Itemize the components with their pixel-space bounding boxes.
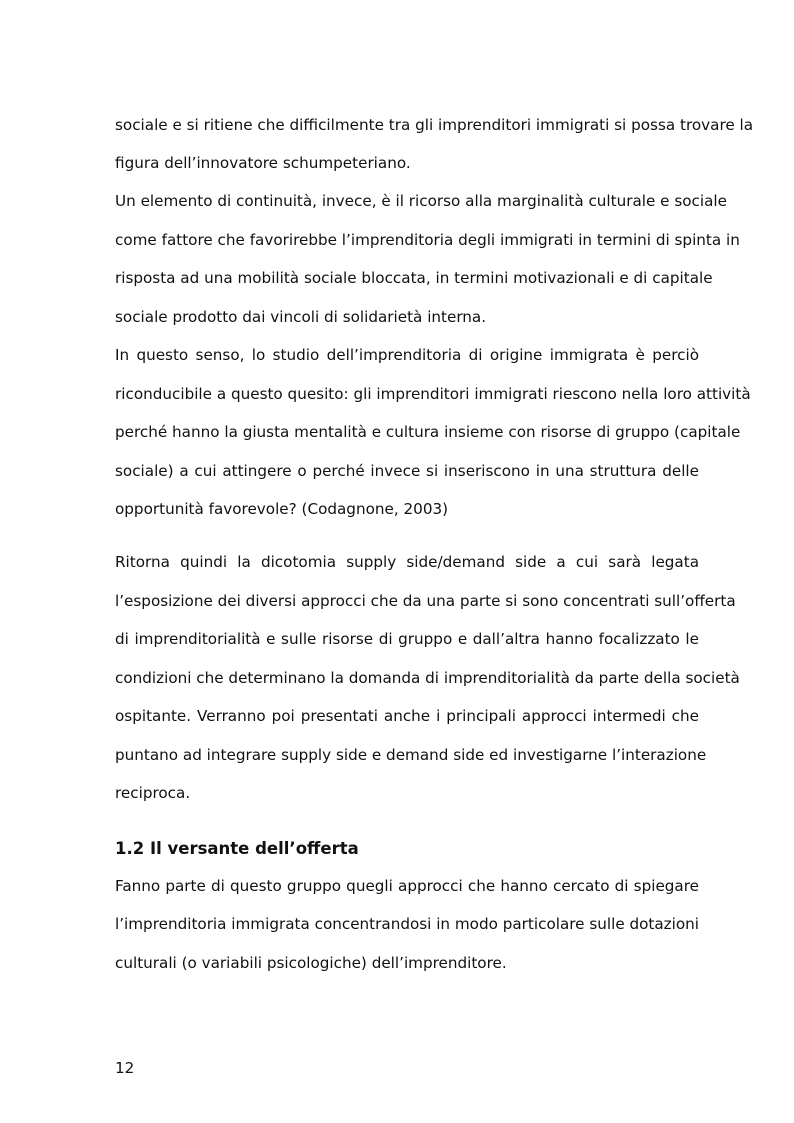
section-heading: 1.2 Il versante dell’offerta	[115, 839, 359, 858]
paragraph-4-line-2: l’esposizione dei diversi approcci che da una parte si sono concentrati sull’offerta	[115, 592, 736, 610]
paragraph-4-line-5: ospitante. Verranno poi presentati anche i principali approcci intermedi che	[115, 707, 699, 725]
paragraph-5-line-1: Fanno parte di questo gruppo quegli approcci che hanno cercato di spiegare	[115, 877, 699, 895]
paragraph-1-line-2: figura dell’innovatore schumpeteriano.	[115, 154, 411, 172]
paragraph-4-line-7: reciproca.	[115, 784, 191, 802]
paragraph-4-line-1: Ritorna quindi la dicotomia supply side/demand side a cui sarà legata	[115, 553, 699, 571]
paragraph-3-line-4: sociale) a cui attingere o perché invece si inseriscono in una struttura delle	[115, 462, 699, 480]
paragraph-3-line-5: opportunità favorevole? (Codagnone, 2003)	[115, 500, 449, 518]
page-number: 12	[115, 1059, 135, 1077]
paragraph-4-line-4: condizioni che determinano la domanda di imprenditorialità da parte della società	[115, 669, 740, 687]
paragraph-4-line-3: di imprenditorialità e sulle risorse di gruppo e dall’altra hanno focalizzato le	[115, 630, 699, 648]
paragraph-4-line-6: puntano ad integrare supply side e demand side ed investigarne l’interazione	[115, 746, 707, 764]
paragraph-2-line-4: sociale prodotto dai vincoli di solidarietà interna.	[115, 308, 487, 326]
paragraph-3-line-2: riconducibile a questo quesito: gli imprenditori immigrati riescono nella loro attività	[115, 385, 751, 403]
paragraph-2-line-3: risposta ad una mobilità sociale bloccata, in termini motivazionali e di capitale	[115, 269, 713, 287]
paragraph-2-line-1: Un elemento di continuità, invece, è il ricorso alla marginalità culturale e sociale	[115, 192, 727, 210]
paragraph-5-line-2: l’imprenditoria immigrata concentrandosi in modo particolare sulle dotazioni	[115, 915, 700, 933]
paragraph-1-line-1: sociale e si ritiene che difficilmente tra gli imprenditori immigrati si possa trovare la	[115, 116, 754, 134]
paragraph-3-line-1: In questo senso, lo studio dell’imprenditoria di origine immigrata è perciò	[115, 346, 699, 364]
paragraph-3-line-3: perché hanno la giusta mentalità e cultura insieme con risorse di gruppo (capitale	[115, 423, 741, 441]
paragraph-2-line-2: come fattore che favorirebbe l’imprenditoria degli immigrati in termini di spinta in	[115, 231, 740, 249]
paragraph-5-line-3: culturali (o variabili psicologiche) dell’imprenditore.	[115, 954, 507, 972]
